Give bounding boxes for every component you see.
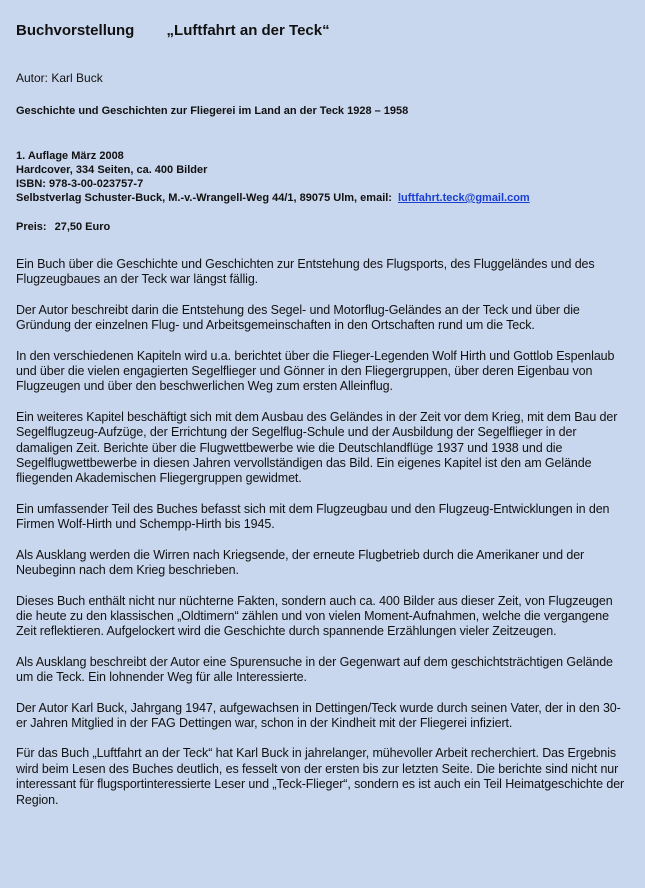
format: Hardcover, 334 Seiten, ca. 400 Bilder [16, 164, 208, 176]
book-subtitle: Geschichte und Geschichten zur Fliegerei im Land an der Teck 1928 – 1958 [16, 105, 409, 117]
publisher: Selbstverlag Schuster-Buck, M.-v.-Wrangell-Weg 44/1, 89075 Ulm, email: [16, 192, 392, 204]
paragraph: Der Autor Karl Buck, Jahrgang 1947, aufgewachsen in Dettingen/Teck wurde durch seinen Vater, der in den 30-er Jahren Mitglied in der FAG Dettingen war, schon in der Kindheit mit der Fliegerei infiziert. [16, 700, 621, 730]
paragraph: Ein umfassender Teil des Buches befasst sich mit dem Flugzeugbau und den Flugzeug-Entwicklungen in den Firmen Wolf-Hirth und Schempp-Hirth bis 1945. [16, 501, 610, 532]
book-title: „Luftfahrt an der Teck“ [166, 22, 330, 39]
paragraph: Ein Buch über die Geschichte und Geschichten zur Entstehung des Flugsports, des Fluggeländes und des Flugzeugbaues an der Teck war längst fällig. [16, 257, 595, 287]
description-body [16, 257, 631, 808]
author-line: Autor: Karl Buck [16, 71, 103, 85]
paragraph: Dieses Buch enthält nicht nur nüchterne Fakten, sondern auch ca. 400 Bilder aus dieser Zeit, von Flugzeugen die heute zu den klassischen „Oldtimern“ zählen und von vielen Moment-Aufnahmen, welche die vergangene Zeit reflektieren. Aufgelockert wird die Geschichte durch spannende Erzählungen vieler Zeitzeugen. [16, 593, 613, 639]
header-label: Buchvorstellung [16, 22, 135, 39]
paragraph: Der Autor beschreibt darin die Entstehung des Segel- und Motorflug-Geländes an der Teck und über die Gründung der einzelnen Flug- und Arbeitsgemeinschaften in den Ortschaften rund um die Teck. [16, 302, 580, 333]
price-amount: 27,50 Euro [54, 221, 111, 233]
edition: 1. Auflage März 2008 [16, 150, 124, 162]
paragraph: In den verschiedenen Kapiteln wird u.a. berichtet über die Flieger-Legenden Wolf Hirth und Gottlob Espenlaub und über die vielen engagierten Segelflieger und Gönner in den Fliegergruppen, über deren Eigenbau von Flugzeugen und über den beschwerlichen Weg zum ersten Alleinflug. [16, 348, 615, 394]
paragraph: Ein weiteres Kapitel beschäftigt sich mit dem Ausbau des Geländes in der Zeit vor dem Krieg, mit dem Bau der Segelflugzeug-Aufzüge, der Errichtung der Segelflug-Schule und der Ausbildung der Segelflieger in der damaligen Zeit. Berichte über die Flugwettbewerbe wie die Deutschlandflüge 1937 und 1938 und die Segelflugwettbewerbe in diesen Jahren vervollständigen das Bild. Ein eigenes Kapitel ist den am Gelände fliegenden Akademischen Fliegergruppen gewidmet. [16, 409, 618, 486]
paragraph: Für das Buch „Luftfahrt an der Teck“ hat Karl Buck in jahrelanger, mühevoller Arbeit recherchiert. Das Ergebnis wird beim Lesen des Buches deutlich, es fesselt von der ersten bis zur letzten Seite. Die berichte sind nicht nur interessant für flugsportinteressierte Leser und „Teck-Flieger“, sondern es ist auch ein Teil Heimatgeschichte der Region. [16, 746, 625, 807]
price-line [16, 221, 631, 233]
paragraph: Als Ausklang beschreibt der Autor eine Spurensuche in der Gegenwart auf dem geschichtsträchtigen Gelände um die Teck. Ein lohnender Weg für alle Interessierte. [16, 654, 613, 685]
email-link[interactable]: luftfahrt.teck@gmail.com [397, 192, 530, 204]
publisher-line [16, 191, 631, 205]
page-title [16, 22, 631, 39]
isbn: ISBN: 978-3-00-023757-7 [16, 178, 144, 190]
paragraph: Als Ausklang werden die Wirren nach Kriegsende, der erneute Flugbetrieb durch die Amerikaner und der Neubeginn nach dem Krieg beschrieben. [16, 547, 585, 578]
publication-details [16, 149, 631, 205]
price-label: Preis: [16, 221, 47, 233]
